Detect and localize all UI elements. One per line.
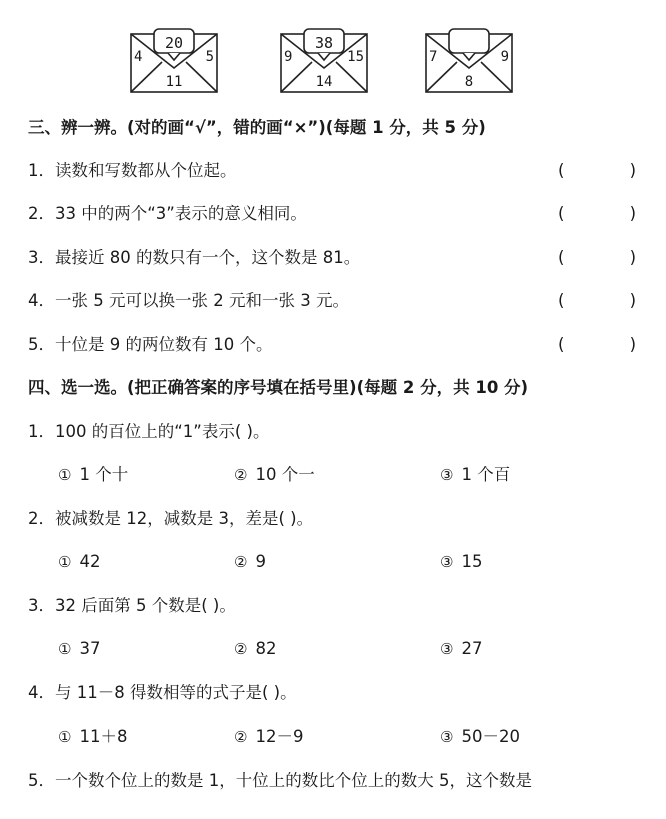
option-mark: ②: [234, 553, 248, 571]
option-2-a[interactable]: [58, 552, 100, 572]
option-mark: ②: [234, 640, 248, 658]
envelope-3: [425, 28, 513, 94]
option-text: 42: [79, 552, 101, 571]
envelope-left-number: 4: [134, 49, 143, 65]
judge-item-3: 3．最接近 80 的数只有一个，这个数是 81。: [28, 248, 361, 267]
option-3-b[interactable]: [234, 639, 276, 659]
option-text: 1 个十: [79, 465, 129, 484]
section-3-title: 三、辨一辨。(对的画“√”，错的画“×”)(每题 1 分，共 5 分): [28, 118, 486, 137]
option-3-a[interactable]: [58, 639, 100, 659]
envelope-top-number: 38: [314, 34, 334, 52]
judge-item-1: 1．读数和写数都从个位起。: [28, 161, 237, 180]
option-4-c[interactable]: [440, 727, 520, 747]
envelope-bottom-number: 8: [464, 74, 474, 90]
answer-blank-5[interactable]: ( ): [558, 335, 666, 354]
option-mark: ③: [440, 728, 454, 746]
envelope-1: [130, 28, 218, 94]
option-text: 11＋8: [79, 727, 128, 746]
envelope-left-number: 9: [284, 49, 293, 65]
option-text: 9: [255, 552, 266, 571]
option-text: 37: [79, 639, 101, 658]
judge-item-5: 5．十位是 9 的两位数有 10 个。: [28, 335, 273, 354]
envelope-bottom-number: 14: [315, 74, 333, 90]
option-mark: ①: [58, 466, 72, 484]
option-mark: ①: [58, 553, 72, 571]
option-2-b[interactable]: [234, 552, 266, 572]
option-text: 27: [461, 639, 483, 658]
option-mark: ②: [234, 466, 248, 484]
option-mark: ②: [234, 728, 248, 746]
answer-blank-3[interactable]: ( ): [558, 248, 666, 267]
choice-question-4: 4．与 11－8 得数相等的式子是( )。: [28, 683, 297, 702]
option-3-c[interactable]: [440, 639, 482, 659]
option-text: 82: [255, 639, 277, 658]
option-1-b[interactable]: [234, 465, 315, 485]
option-mark: ③: [440, 553, 454, 571]
envelope-right-number: 5: [205, 49, 214, 65]
envelope-2: [280, 28, 368, 94]
option-mark: ①: [58, 728, 72, 746]
option-2-c[interactable]: [440, 552, 482, 572]
envelope-right-number: 15: [347, 49, 364, 65]
envelope-right-number: 9: [500, 49, 509, 65]
option-mark: ③: [440, 466, 454, 484]
choice-question-5: 5．一个数个位上的数是 1，十位上的数比个位上的数大 5，这个数是: [28, 771, 532, 790]
answer-blank-2[interactable]: ( ): [558, 204, 666, 223]
judge-item-4: 4．一张 5 元可以换一张 2 元和一张 3 元。: [28, 291, 349, 310]
option-text: 10 个一: [255, 465, 315, 484]
judge-item-2: 2．33 中的两个“3”表示的意义相同。: [28, 204, 307, 223]
option-mark: ③: [440, 640, 454, 658]
choice-question-2: 2．被减数是 12，减数是 3，差是( )。: [28, 509, 314, 528]
option-4-b[interactable]: [234, 727, 303, 747]
choice-question-3: 3．32 后面第 5 个数是( )。: [28, 596, 236, 615]
option-1-a[interactable]: [58, 465, 128, 485]
option-text: 1 个百: [461, 465, 511, 484]
option-mark: ①: [58, 640, 72, 658]
answer-blank-4[interactable]: ( ): [558, 291, 666, 310]
option-text: 12－9: [255, 727, 304, 746]
envelope-top-number: 20: [164, 34, 184, 52]
option-text: 15: [461, 552, 483, 571]
envelope-bottom-number: 11: [165, 74, 183, 90]
option-4-a[interactable]: [58, 727, 127, 747]
answer-blank-1[interactable]: ( ): [558, 161, 666, 180]
envelope-left-number: 7: [429, 49, 438, 65]
option-text: 50－20: [461, 727, 520, 746]
choice-question-1: 1．100 的百位上的“1”表示( )。: [28, 422, 270, 441]
section-4-title: 四、选一选。(把正确答案的序号填在括号里)(每题 2 分，共 10 分): [28, 378, 529, 397]
option-1-c[interactable]: [440, 465, 510, 485]
